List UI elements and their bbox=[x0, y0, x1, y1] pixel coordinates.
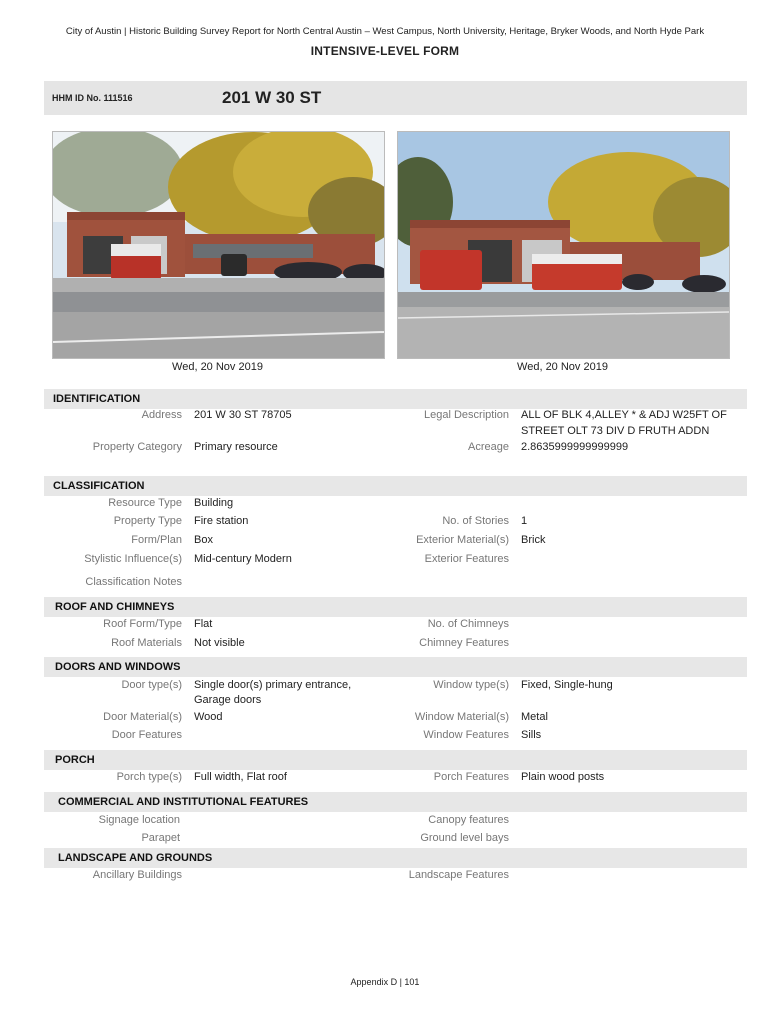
window-features-value: Sills bbox=[521, 729, 542, 741]
ground-bays-label: Ground level bays bbox=[420, 832, 509, 844]
identification-title: IDENTIFICATION bbox=[53, 393, 141, 405]
doors-windows-section bbox=[44, 657, 747, 677]
identification-section bbox=[44, 389, 747, 409]
chimney-features-label: Chimney Features bbox=[419, 637, 509, 649]
acreage-value: 2.8635999999999999 bbox=[521, 441, 629, 453]
exterior-material-label: Exterior Material(s) bbox=[416, 534, 509, 546]
door-features-label: Door Features bbox=[111, 729, 182, 741]
roof-materials-value: Not visible bbox=[194, 637, 245, 649]
porch-type-value: Full width, Flat roof bbox=[194, 771, 287, 783]
form-title: INTENSIVE-LEVEL FORM bbox=[310, 44, 460, 58]
property-type-label: Property Type bbox=[113, 515, 182, 527]
canopy-label: Canopy features bbox=[428, 814, 509, 826]
legal-description-line2: STREET OLT 73 DIV D FRUTH ADDN bbox=[521, 425, 710, 437]
photo-2-caption: Wed, 20 Nov 2019 bbox=[517, 361, 608, 373]
commercial-section bbox=[44, 792, 747, 812]
roof-materials-label: Roof Materials bbox=[111, 637, 182, 649]
address-value: 201 W 30 ST 78705 bbox=[194, 409, 292, 421]
door-material-label: Door Material(s) bbox=[103, 711, 182, 723]
classification-section bbox=[44, 476, 747, 496]
window-features-label: Window Features bbox=[423, 729, 509, 741]
stylistic-influence-label: Stylistic Influence(s) bbox=[84, 553, 182, 565]
property-category-label: Property Category bbox=[92, 441, 182, 453]
roof-form-label: Roof Form/Type bbox=[103, 618, 182, 630]
porch-features-label: Porch Features bbox=[433, 771, 509, 783]
chimneys-label: No. of Chimneys bbox=[427, 618, 509, 630]
door-material-value: Wood bbox=[194, 711, 223, 723]
property-photo-1 bbox=[52, 131, 385, 359]
door-type-line1: Single door(s) primary entrance, bbox=[194, 679, 352, 691]
porch-section bbox=[44, 750, 747, 770]
signage-label: Signage location bbox=[98, 814, 180, 826]
legal-description-label: Legal Description bbox=[424, 409, 509, 421]
stories-value: 1 bbox=[521, 515, 528, 527]
doors-windows-title: DOORS AND WINDOWS bbox=[55, 661, 181, 673]
hhm-id: HHM ID No. 111516 bbox=[52, 93, 133, 103]
roof-form-value: Flat bbox=[194, 618, 213, 630]
exterior-material-value: Brick bbox=[521, 534, 546, 546]
form-plan-value: Box bbox=[194, 534, 213, 546]
commercial-title: COMMERCIAL AND INSTITUTIONAL FEATURES bbox=[58, 796, 309, 808]
roof-title: ROOF AND CHIMNEYS bbox=[55, 601, 175, 613]
form-plan-label: Form/Plan bbox=[131, 534, 182, 546]
stylistic-influence-value: Mid-century Modern bbox=[194, 553, 292, 565]
porch-features-value: Plain wood posts bbox=[521, 771, 605, 783]
property-photo-2 bbox=[397, 131, 730, 359]
property-category-value: Primary resource bbox=[194, 441, 278, 453]
id-bar bbox=[44, 81, 747, 115]
address-label: Address bbox=[141, 409, 182, 421]
classification-title: CLASSIFICATION bbox=[53, 480, 145, 492]
door-type-line2: Garage doors bbox=[194, 694, 262, 706]
classification-notes-label: Classification Notes bbox=[85, 576, 182, 588]
door-type-label: Door type(s) bbox=[121, 679, 182, 691]
legal-description-line1: ALL OF BLK 4,ALLEY * & ADJ W25FT OF bbox=[521, 409, 727, 421]
roof-section bbox=[44, 597, 747, 617]
fire-station-photo-2 bbox=[398, 132, 729, 358]
porch-title: PORCH bbox=[55, 754, 95, 766]
ancillary-buildings-label: Ancillary Buildings bbox=[92, 869, 182, 881]
report-header: City of Austin | Historic Building Survey Report for North Central Austin – West Campus, North University, Heritage, Bryker Woods, and North Hyde Park bbox=[65, 26, 705, 37]
window-material-value: Metal bbox=[521, 711, 548, 723]
resource-type-label: Resource Type bbox=[108, 497, 182, 509]
window-type-value: Fixed, Single-hung bbox=[521, 679, 613, 691]
property-address-title: 201 W 30 ST bbox=[222, 88, 322, 107]
window-type-label: Window type(s) bbox=[433, 679, 509, 691]
page-footer: Appendix D | 101 bbox=[350, 977, 420, 987]
parapet-label: Parapet bbox=[141, 832, 180, 844]
window-material-label: Window Material(s) bbox=[414, 711, 509, 723]
fire-station-photo-1 bbox=[53, 132, 384, 358]
exterior-features-label: Exterior Features bbox=[424, 553, 509, 565]
resource-type-value: Building bbox=[194, 497, 234, 509]
property-type-value: Fire station bbox=[194, 515, 249, 527]
stories-label: No. of Stories bbox=[442, 515, 509, 527]
photo-1-caption: Wed, 20 Nov 2019 bbox=[172, 361, 263, 373]
landscape-title: LANDSCAPE AND GROUNDS bbox=[58, 852, 213, 864]
landscape-features-label: Landscape Features bbox=[408, 869, 509, 881]
landscape-section bbox=[44, 848, 747, 868]
acreage-label: Acreage bbox=[468, 441, 509, 453]
porch-type-label: Porch type(s) bbox=[116, 771, 182, 783]
